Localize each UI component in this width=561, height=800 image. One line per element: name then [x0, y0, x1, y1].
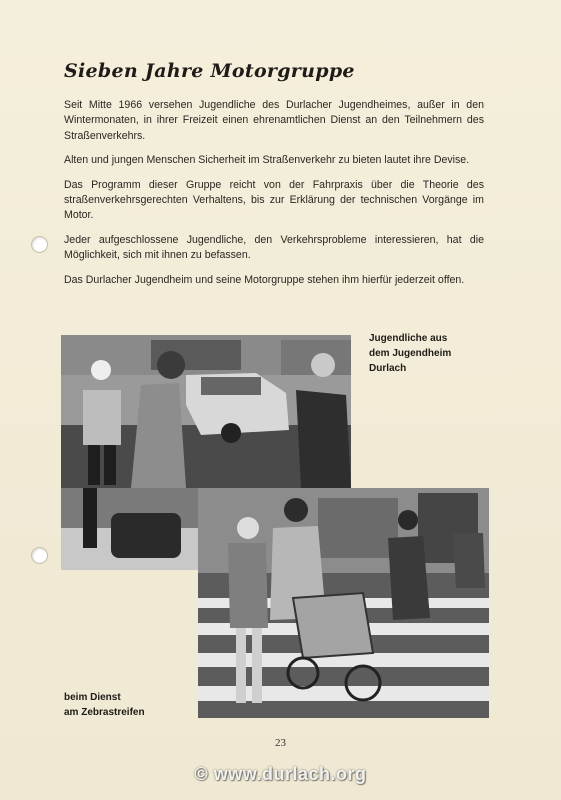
punch-hole	[31, 547, 48, 564]
caption-top	[369, 331, 451, 376]
caption-line: Durlach	[369, 363, 407, 374]
caption-line: beim Dienst	[64, 692, 121, 703]
punch-hole	[31, 236, 48, 253]
page-title: Sieben Jahre Motorgruppe	[64, 60, 355, 82]
paragraph: Das Programm dieser Gruppe reicht von der Fahrpraxis über die Theorie des straßenverkehrsgerechten Verhaltens, bis zur Erklärung der technischen Vorgänge im Motor.	[64, 178, 484, 222]
caption-line: dem Jugendheim	[369, 348, 452, 359]
page-number: 23	[275, 737, 286, 749]
body-text	[64, 98, 484, 297]
paragraph: Das Durlacher Jugendheim und seine Motorgruppe stehen ihm hierfür jederzeit offen.	[64, 273, 465, 286]
caption-line: Jugendliche aus	[369, 333, 448, 344]
paragraph: Jeder aufgeschlossene Jugendliche, den Verkehrsprobleme interessieren, hat die Möglichkeit, sich mit ihnen zu befassen.	[64, 233, 484, 262]
paragraph: Alten und jungen Menschen Sicherheit im Straßenverkehr zu bieten lautet ihre Devise.	[64, 154, 470, 167]
photo-zebra-crossing	[198, 488, 489, 718]
photo-sidewalk	[61, 488, 198, 570]
watermark: © www.durlach.org	[194, 764, 367, 784]
photo-traffic-helper	[61, 335, 351, 488]
caption-bottom	[64, 690, 145, 720]
paragraph: Seit Mitte 1966 versehen Jugendliche des Durlacher Jugendheimes, außer in den Wintermonaten, in ihrer Freizeit einen ehrenamtlichen Dienst an den Teilnehmern des Straßenverkehrs.	[64, 99, 484, 142]
caption-line: am Zebrastreifen	[64, 707, 145, 718]
